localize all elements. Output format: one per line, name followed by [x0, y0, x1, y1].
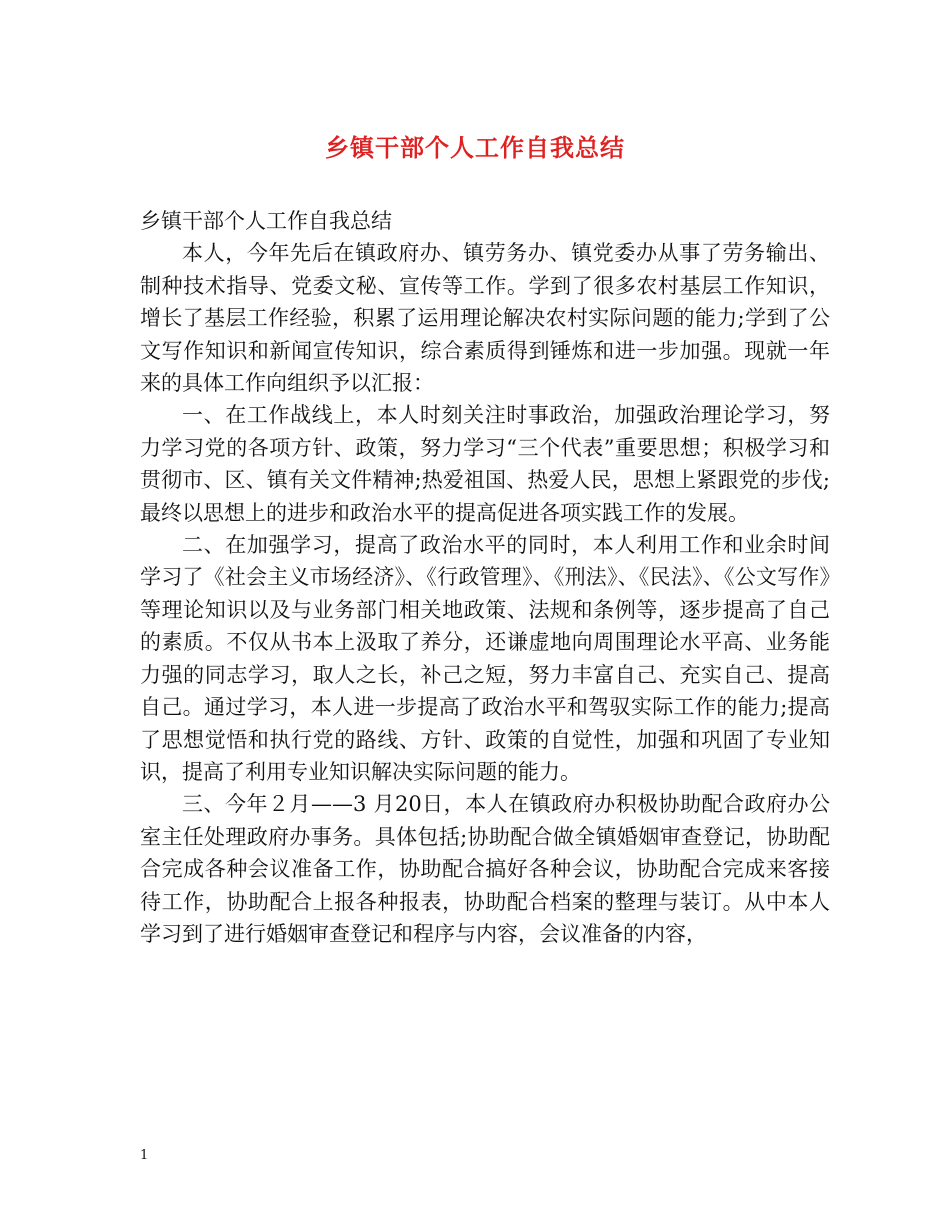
- document-subtitle: 乡镇干部个人工作自我总结: [140, 209, 392, 233]
- paragraph-section-3: 三、今年２月——3 月20日，本人在镇政府办积极协助配合政府办公室主任处理政府办事务。具体包括;协助配合做全镇婚姻审查登记，协助配合完成各种会议准备工作，协助配合搞好各种会议，协助配合完成来客接待工作，协助配合上报各种报表，协助配合档案的整理与装订。从中本人学习到了进行婚姻审查登记和程序与内容，会议准备的内容，: [140, 792, 830, 946]
- paragraph-section-1: 一、在工作战线上，本人时刻关注时事政治，加强政治理论学习，努力学习党的各项方针、政策，努力学习“三个代表”重要思想；积极学习和贯彻市、区、镇有关文件精神;热爱祖国、热爱人民，思想上紧跟党的步伐;最终以思想上的进步和政治水平的提高促进各项实践工作的发展。: [140, 403, 830, 525]
- document-title: 乡镇干部个人工作自我总结: [325, 133, 625, 162]
- paragraph-intro: 本人，今年先后在镇政府办、镇劳务办、镇党委办从事了劳务输出、制种技术指导、党委文秘、宣传等工作。学到了很多农村基层工作知识，增长了基层工作经验，积累了运用理论解决农村实际问题的能力;学到了公文写作知识和新闻宣传知识，综合素质得到锤炼和进一步加强。现就一年来的具体工作向组织予以汇报：: [140, 241, 830, 396]
- paragraph-section-2: 二、在加强学习，提高了政治水平的同时，本人利用工作和业余时间学习了《社会主义市场经济》、《行政管理》、《刑法》、《民法》、《公文写作》等理论知识以及与业务部门相关地政策、法规和条例等，逐步提高了自己的素质。不仅从书本上汲取了养分，还谦虚地向周围理论水平高、业务能力强的同志学习，取人之长，补己之短，努力丰富自己、充实自己、提高自己。通过学习，本人进一步提高了政治水平和驾驭实际工作的能力;提高了思想觉悟和执行党的路线、方针、政策的自觉性，加强和巩固了专业知识，提高了利用专业知识解决实际问题的能力。: [140, 533, 830, 784]
- document-body: [140, 205, 830, 950]
- page-number: 1: [140, 1148, 149, 1163]
